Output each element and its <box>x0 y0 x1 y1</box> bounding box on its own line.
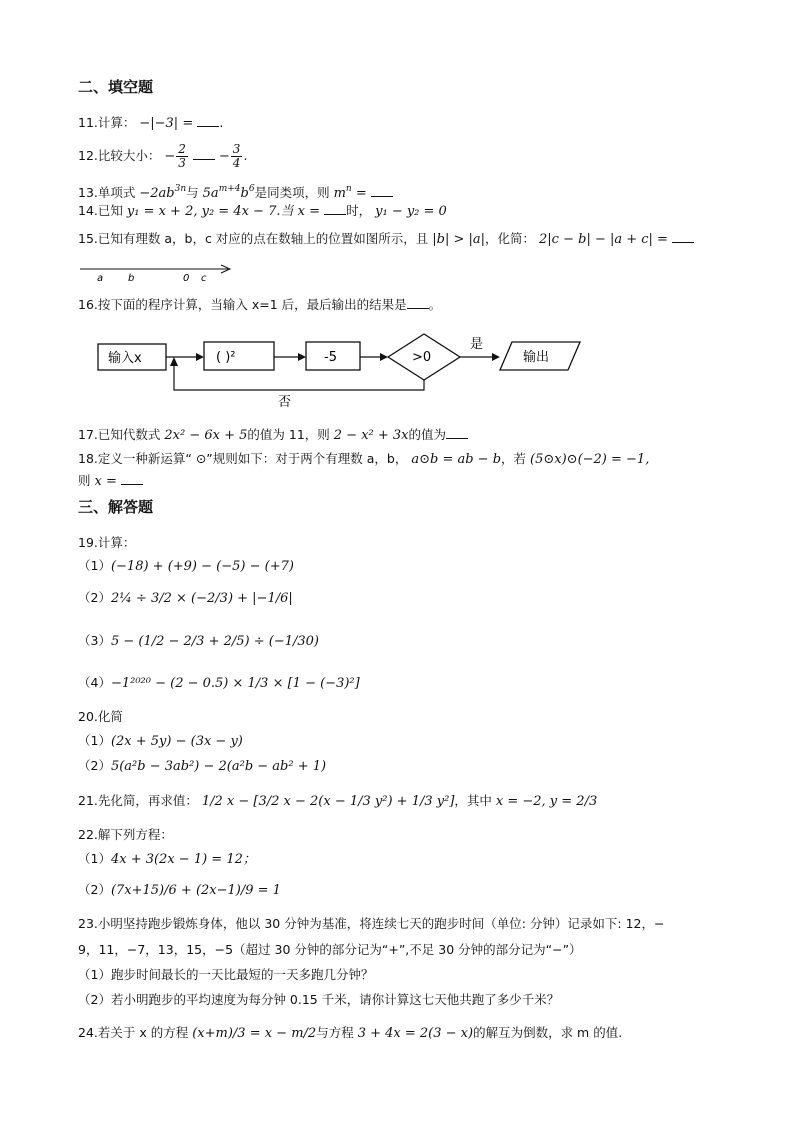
question-16 <box>78 296 441 314</box>
q24-label: 24.若关于 x 的方程 <box>78 1025 189 1040</box>
q13-exp4: n <box>345 184 352 194</box>
q17-expr2: 2 − x² + 3x <box>333 428 409 443</box>
question-11 <box>78 114 223 133</box>
question-19-title: 19.计算： <box>78 535 136 550</box>
q24-equation1: (x+m)/3 = x − m/2 <box>192 1026 317 1041</box>
q18-text: 18.定义一种新运算“ ⊙”规则如下：对于两个有理数 a，b， <box>78 451 408 466</box>
output-label: 输出 <box>523 350 550 365</box>
numerator: 3 <box>232 142 241 156</box>
q13-tail: 是同类项，则 <box>254 185 330 200</box>
q13-exp1: 3n <box>174 184 187 194</box>
question-22-item <box>78 881 281 900</box>
question-12: 12.比较大小： − $\frac{2}{3}$ − $\frac{3}{4}$ . <box>78 142 248 170</box>
answer-blank <box>193 147 215 160</box>
item-expr: 5(a²b − 3ab²) − 2(a²b − ab² + 1) <box>110 759 327 774</box>
q11-expr: −|−3| = <box>139 116 198 131</box>
q18-ask: x = <box>94 474 121 489</box>
answer-blank <box>121 472 143 485</box>
q24-equation2: 3 + 4x = 2(3 − x) <box>357 1026 474 1041</box>
question-24 <box>78 1024 622 1043</box>
question-23-sub1: （1）跑步时间最长的一天比最短的一天多跑几分钟？ <box>78 967 374 982</box>
q14-label: 14.已知 <box>78 203 123 218</box>
square-box <box>204 342 274 370</box>
minus5-label: -5 <box>324 350 337 365</box>
number-line <box>78 258 238 284</box>
question-19-item <box>78 674 360 693</box>
arrow-head-icon <box>196 353 204 361</box>
item-number: （1） <box>78 558 111 573</box>
minus-sign: − <box>164 149 176 164</box>
item-expr: (2x + 5y) − (3x − y) <box>110 734 243 749</box>
arrow-head-icon <box>492 353 500 361</box>
q12-label: 12.比较大小： <box>78 148 161 163</box>
arrow-head-icon <box>170 357 178 366</box>
q13-exp2: m+4 <box>218 184 241 194</box>
denominator: 3 <box>178 156 186 170</box>
section-title-fill: 二、填空题 <box>78 78 154 96</box>
point-b-label: b <box>128 273 135 284</box>
q18-then: 则 <box>78 473 91 488</box>
q13-term4: m <box>333 186 346 201</box>
q15-tail: ，化简： <box>485 231 536 246</box>
question-23-line1: 23.小明坚持跑步锻炼身体，他以 30 分钟为基准，将连续七天的跑步时间（单位: 分钟）记录如下: 12，− <box>78 916 665 931</box>
answer-blank <box>371 184 393 197</box>
q16-text: 16.按下面的程序计算，当输入 x=1 后，最后输出的结果是 <box>78 297 407 312</box>
question-20-title: 20.化简 <box>78 709 123 724</box>
question-19-item <box>78 589 293 608</box>
point-a-label: a <box>97 273 104 284</box>
q14-end: y₁ − y₂ = 0 <box>375 204 447 219</box>
question-18-line2 <box>78 472 143 491</box>
q15-condition: |b| > |a| <box>432 232 486 247</box>
q21-expr: 1/2 x − [3/2 x − 2(x − 1/3 y²) + 1/3 y²] <box>201 794 455 809</box>
question-22-item <box>78 850 256 869</box>
answer-blank <box>197 114 219 127</box>
question-14 <box>78 202 447 221</box>
question-15 <box>78 230 694 249</box>
q17-label: 17.已知代数式 <box>78 427 161 442</box>
q13-label: 13.单项式 <box>78 185 136 200</box>
q11-label: 11.计算： <box>78 115 136 130</box>
q18-mid: ，若 <box>501 451 527 466</box>
answer-blank <box>446 426 468 439</box>
q13-eq: = <box>351 186 371 201</box>
q14-mid: 时， <box>346 203 372 218</box>
q13-term1: −2ab <box>139 186 175 201</box>
q17-tail: 的值为 <box>408 427 447 442</box>
question-21 <box>78 792 597 811</box>
item-number: （2） <box>78 590 111 605</box>
fraction-2 <box>231 143 243 170</box>
item-expr: (−18) + (+9) − (−5) − (+7) <box>110 559 294 574</box>
q18-rule: a⊙b = ab − b <box>411 452 502 467</box>
numerator: 2 <box>178 142 186 156</box>
q24-tail: 的解互为倒数，求 m 的值. <box>473 1025 623 1040</box>
no-label: 否 <box>278 395 292 410</box>
question-20-item <box>78 732 243 751</box>
input-label: 输入x <box>108 351 142 366</box>
q17-expr1: 2x² − 6x + 5 <box>164 428 248 443</box>
question-23-line2: 9，11，−7，13，15，−5（超过 30 分钟的部分记为“+”,不足 30 分钟的部分记为“−”） <box>78 942 582 957</box>
q21-values: x = −2, y = 2/3 <box>495 794 598 809</box>
minus-sign: − <box>218 149 230 164</box>
denominator: 4 <box>232 156 241 170</box>
q24-mid: 与方程 <box>316 1025 354 1040</box>
question-17 <box>78 426 468 445</box>
q13-exp3: 6 <box>248 184 255 194</box>
item-number: （1） <box>78 851 111 866</box>
item-number: （2） <box>78 882 111 897</box>
question-22-title: 22.解下列方程： <box>78 827 173 842</box>
decision-label: >0 <box>412 350 432 365</box>
item-expr: 2¼ ÷ 3/2 × (−2/3) + |−1/6| <box>110 591 293 606</box>
item-number: （2） <box>78 758 111 773</box>
answer-blank <box>324 202 346 215</box>
fraction-1 <box>176 143 188 170</box>
q13-term2: 5a <box>202 186 219 201</box>
question-19-item <box>78 632 319 651</box>
q14-expr: y₁ = x + 2, y₂ = 4x − 7.当 x = <box>126 204 325 219</box>
question-23-sub2: （2）若小明跑步的平均速度为每分钟 0.15 千米，请你计算这七天他共跑了多少千米？ <box>78 992 560 1007</box>
origin-label: 0 <box>183 273 190 284</box>
q15-label: 15.已知有理数 a，b，c 对应的点在数轴上的位置如图所示，且 <box>78 231 429 246</box>
q18-condition: (5⊙x)⊙(−2) = −1, <box>530 452 650 467</box>
program-flowchart <box>90 326 590 414</box>
item-number: （1） <box>78 733 111 748</box>
q16-end: 。 <box>428 297 442 312</box>
question-19-item <box>78 557 294 576</box>
question-18 <box>78 450 649 469</box>
q17-mid: 的值为 11，则 <box>247 427 330 442</box>
yes-label: 是 <box>470 337 484 352</box>
arrow-head-icon <box>298 353 306 361</box>
item-expr: 5 − (1/2 − 2/3 + 2/5) ÷ (−1/30) <box>110 634 319 649</box>
item-expr: −1²⁰²⁰ − (2 − 0.5) × 1/3 × [1 − (−3)²] <box>110 676 360 691</box>
item-expr: (7x+15)/6 + (2x−1)/9 = 1 <box>110 883 281 898</box>
q13-mid: 与 <box>186 185 199 200</box>
answer-blank <box>672 230 694 243</box>
q15-expr: 2|c − b| − |a + c| = <box>539 232 673 247</box>
q21-label: 21.先化简，再求值： <box>78 793 198 808</box>
square-label: ( )² <box>216 350 236 365</box>
q21-mid: ，其中 <box>454 793 492 808</box>
answer-blank <box>407 296 429 309</box>
q13-term3: b <box>240 186 249 201</box>
q11-end: . <box>219 115 224 130</box>
item-number: （4） <box>78 675 111 690</box>
item-number: （3） <box>78 633 111 648</box>
section-title-solve: 三、解答题 <box>78 498 154 516</box>
point-c-label: c <box>201 273 207 284</box>
item-expr: 4x + 3(2x − 1) = 12； <box>110 852 256 867</box>
question-20-item <box>78 757 326 776</box>
question-13 <box>78 180 393 203</box>
